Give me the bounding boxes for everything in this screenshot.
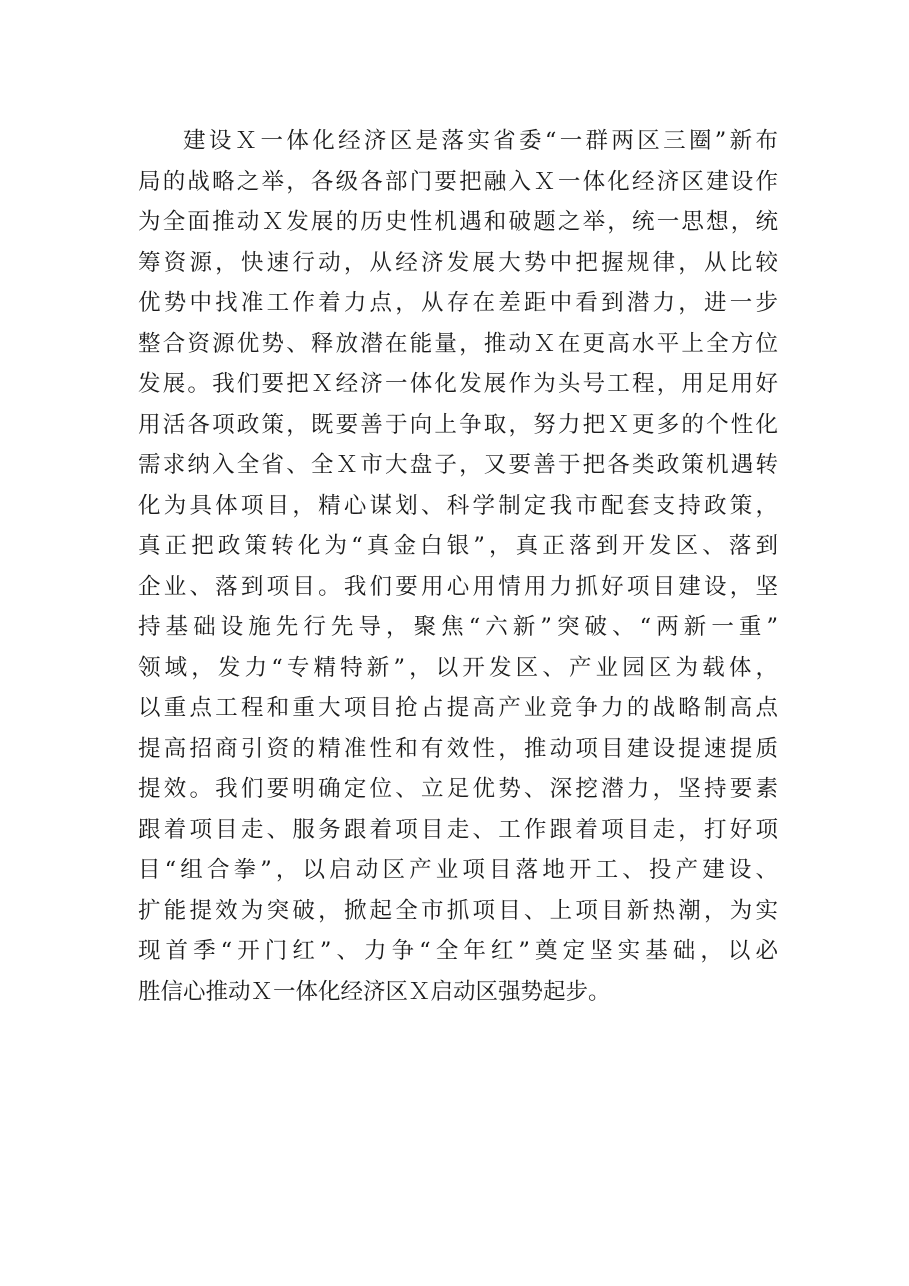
paragraph-line: 以重点工程和重大项目抢占提高产业竞争力的战略制高点 xyxy=(138,695,778,721)
paragraph-line: 筹资源，快速行动，从经济发展大势中把握规律，从比较 xyxy=(138,249,778,276)
paragraph-line: 持基础设施先行先导，聚焦“六新”突破、“两新一重” xyxy=(138,614,778,640)
body-paragraph xyxy=(138,121,778,1012)
paragraph-line: 化为具体项目，精心谋划、科学制定我市配套支持政策， xyxy=(138,492,778,519)
paragraph-line: 企业、落到项目。我们要用心用情用力抓好项目建设，坚 xyxy=(138,573,778,600)
paragraph-line: 整合资源优势、释放潜在能量，推动Ｘ在更高水平上全方位 xyxy=(138,330,778,357)
paragraph-line: 需求纳入全省、全Ｘ市大盘子，又要善于把各类政策机遇转 xyxy=(138,452,778,478)
paragraph-line: 为全面推动Ｘ发展的历史性机遇和破题之举，统一思想，统 xyxy=(138,209,778,235)
paragraph-line: 真正把政策转化为“真金白银”，真正落到开发区、落到 xyxy=(138,533,778,559)
paragraph-line: 跟着项目走、服务跟着项目走、工作跟着项目走，打好项 xyxy=(138,816,778,843)
paragraph-line: 发展。我们要把Ｘ经济一体化发展作为头号工程，用足用好 xyxy=(138,371,778,397)
paragraph-line: 领域，发力“专精特新”，以开发区、产业园区为载体， xyxy=(138,654,778,681)
paragraph-line: 用活各项政策，既要善于向上争取，努力把Ｘ更多的个性化 xyxy=(138,411,778,438)
paragraph-line: 扩能提效为突破，掀起全市抓项目、上项目新热潮，为实 xyxy=(138,897,778,924)
paragraph-line: 局的战略之举，各级各部门要把融入Ｘ一体化经济区建设作 xyxy=(138,168,778,195)
paragraph-line: 目“组合拳”，以启动区产业项目落地开工、投产建设、 xyxy=(138,857,778,883)
paragraph-line: 现首季“开门红”、力争“全年红”奠定坚实基础，以必 xyxy=(138,938,778,964)
paragraph-line: 胜信心推动Ｘ一体化经济区Ｘ启动区强势起步。 xyxy=(138,978,611,1005)
paragraph-line: 建设Ｘ一体化经济区是落实省委“一群两区三圈”新布 xyxy=(183,128,778,154)
paragraph-line: 优势中找准工作着力点，从存在差距中看到潜力，进一步 xyxy=(138,290,778,316)
paragraph-line: 提效。我们要明确定位、立足优势、深挖潜力，坚持要素 xyxy=(138,776,778,802)
paragraph-line: 提高招商引资的精准性和有效性，推动项目建设提速提质 xyxy=(138,735,778,762)
